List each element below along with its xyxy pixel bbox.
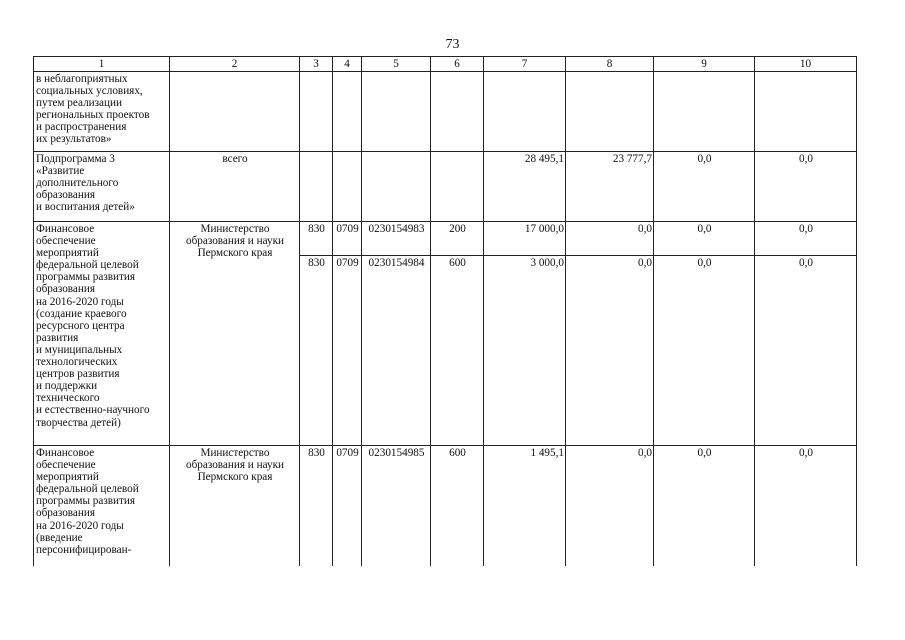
amount-cell: 23 777,7 (566, 152, 654, 222)
text-line: персонифицирован- (36, 543, 132, 556)
grbs-cell: 830 (300, 222, 333, 256)
text-line: (создание краевого (36, 307, 127, 320)
text-line: Министерство (200, 223, 270, 235)
amount-cell: 17 000,0 (484, 222, 566, 256)
amount-cell: 3 000,0 (484, 256, 566, 446)
column-number: 10 (755, 57, 857, 72)
column-number: 8 (566, 57, 654, 72)
text-line: путем реализации (36, 97, 122, 110)
target-article-cell: 0230154983 (362, 222, 431, 256)
expense-type-cell: 600 (431, 256, 484, 446)
text-line: федеральной целевой (36, 483, 139, 496)
text-line: Финансовое (36, 447, 95, 459)
amount-cell: 28 495,1 (484, 152, 566, 222)
executor-cell (170, 72, 300, 152)
column-number: 6 (431, 57, 484, 72)
column-number: 7 (484, 57, 566, 72)
text-line: региональных проектов (36, 109, 150, 122)
amount-cell (654, 72, 755, 152)
grbs-cell: 830 (300, 446, 333, 566)
column-number: 1 (34, 57, 170, 72)
target-article-cell (362, 72, 431, 152)
section-cell: 0709 (333, 222, 362, 256)
grbs-cell (300, 152, 333, 222)
text-line: образования (36, 507, 96, 520)
amount-cell (484, 72, 566, 152)
text-line: социальных условиях, (36, 85, 143, 98)
expense-type-cell (431, 152, 484, 222)
text-line: на 2016-2020 годы (36, 519, 124, 532)
executor-cell (170, 222, 300, 446)
amount-cell (755, 72, 857, 152)
text-line: обеспечение (36, 459, 96, 472)
amount-cell: 0,0 (654, 256, 755, 446)
expense-type-cell: 200 (431, 222, 484, 256)
measure-name-cell (34, 72, 170, 152)
text-line: и муниципальных (36, 343, 123, 356)
grbs-cell (300, 72, 333, 152)
text-line: федеральной целевой (36, 259, 139, 272)
amount-cell: 1 495,1 (484, 446, 566, 566)
executor-cell (170, 152, 300, 222)
text-line: Министерство (200, 447, 270, 459)
measure-name-cell (34, 152, 170, 222)
column-number: 3 (300, 57, 333, 72)
text-line: «Развитие (36, 165, 85, 178)
text-line: Пермского края (197, 247, 273, 260)
table-row (34, 446, 857, 566)
text-line: Финансовое (36, 223, 95, 235)
text-line: и естественно-научного (36, 404, 150, 417)
text-line: на 2016-2020 годы (36, 295, 124, 308)
text-line: (введение (36, 531, 83, 544)
text-line: всего (222, 153, 248, 165)
column-number: 2 (170, 57, 300, 72)
column-number: 5 (362, 57, 431, 72)
section-cell: 0709 (333, 256, 362, 446)
executor-cell (170, 446, 300, 566)
text-line: ресурсного центра (36, 319, 125, 332)
text-line: программы развития (36, 271, 136, 284)
text-line: мероприятий (36, 471, 99, 484)
text-line: и распространения (36, 121, 127, 134)
measure-name-cell (34, 446, 170, 566)
text-line: Подпрограмма 3 (36, 153, 115, 165)
section-cell (333, 152, 362, 222)
table-row (34, 152, 857, 222)
text-line: их результатов» (36, 133, 112, 146)
target-article-cell (362, 152, 431, 222)
amount-cell: 0,0 (755, 152, 857, 222)
text-line: технологических (36, 356, 118, 369)
amount-cell: 0,0 (566, 222, 654, 256)
text-line: и поддержки (36, 380, 98, 393)
target-article-cell: 0230154985 (362, 446, 431, 566)
table-row (34, 222, 857, 256)
expense-type-cell (431, 72, 484, 152)
text-line: Пермского края (197, 471, 273, 484)
target-article-cell: 0230154984 (362, 256, 431, 446)
column-number: 9 (654, 57, 755, 72)
section-cell (333, 72, 362, 152)
text-line: и воспитания детей» (36, 201, 135, 214)
text-line: образования (36, 283, 96, 296)
text-line: мероприятий (36, 247, 99, 260)
text-line: программы развития (36, 495, 136, 508)
amount-cell: 0,0 (654, 446, 755, 566)
amount-cell: 0,0 (566, 256, 654, 446)
page-number: 73 (445, 37, 460, 52)
text-line: развития (36, 331, 79, 344)
section-cell: 0709 (333, 446, 362, 566)
text-line: образования и науки (186, 235, 284, 248)
column-number-row (34, 57, 857, 72)
text-line: в неблагоприятных (36, 73, 128, 85)
column-number: 4 (333, 57, 362, 72)
text-line: дополнительного (36, 177, 119, 190)
measure-name-cell (34, 222, 170, 446)
text-line: обеспечение (36, 235, 96, 248)
text-line: творчества детей) (36, 416, 121, 429)
amount-cell: 0,0 (755, 256, 857, 446)
text-line: образования и науки (186, 459, 284, 472)
text-line: образования (36, 189, 96, 202)
amount-cell: 0,0 (755, 446, 857, 566)
amount-cell (566, 72, 654, 152)
amount-cell: 0,0 (755, 222, 857, 256)
text-line: технического (36, 392, 100, 405)
grbs-cell: 830 (300, 256, 333, 446)
text-line: центров развития (36, 368, 120, 381)
amount-cell: 0,0 (654, 222, 755, 256)
amount-cell: 0,0 (654, 152, 755, 222)
table-row (34, 72, 857, 152)
budget-table (33, 56, 857, 566)
amount-cell: 0,0 (566, 446, 654, 566)
expense-type-cell: 600 (431, 446, 484, 566)
